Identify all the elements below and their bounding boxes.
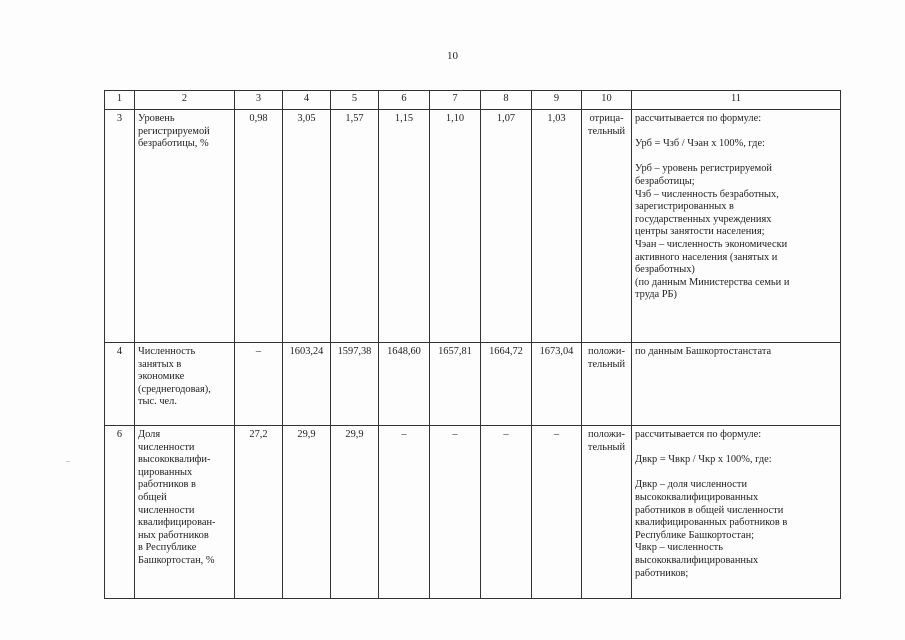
- value-cell: 1673,04: [532, 343, 582, 426]
- header-cell: 8: [481, 91, 532, 110]
- table-row: [105, 426, 841, 599]
- value-cell: 27,2: [235, 426, 283, 599]
- value-cell: 1,10: [430, 110, 481, 343]
- table-row: [105, 110, 841, 343]
- row-number: 4: [105, 343, 135, 426]
- row-number: 3: [105, 110, 135, 343]
- value-cell: 1,03: [532, 110, 582, 343]
- page-number: 10: [447, 50, 458, 62]
- indicator-name: Доля численности высококвалифи- цированных работников в общей численности квалифицирован- ных работников в Республике Башкортостан, %: [135, 426, 235, 599]
- header-cell: 10: [582, 91, 632, 110]
- header-cell: 11: [632, 91, 841, 110]
- margin-mark: –: [66, 456, 70, 465]
- value-cell: 0,98: [235, 110, 283, 343]
- trend-cell: положи- тельный: [582, 343, 632, 426]
- value-cell: 1,07: [481, 110, 532, 343]
- method-cell: рассчитывается по формуле: Урб = Чзб / Чэан х 100%, где: Урб – уровень регистрируемой безработицы; Чзб – численность безработных, зарегистрированных в государственных учреждениях центры занятости населения; Чэан – численность экономически активного населения (занятых и безработных) (по данным Министерства семьи и труда РБ): [632, 110, 841, 343]
- header-cell: 4: [283, 91, 331, 110]
- trend-cell: отрица- тельный: [582, 110, 632, 343]
- value-cell: –: [532, 426, 582, 599]
- indicator-name: Численность занятых в экономике (среднегодовая), тыс. чел.: [135, 343, 235, 426]
- header-cell: 3: [235, 91, 283, 110]
- value-cell: –: [481, 426, 532, 599]
- row-number: 6: [105, 426, 135, 599]
- value-cell: –: [430, 426, 481, 599]
- trend-cell: положи- тельный: [582, 426, 632, 599]
- value-cell: 1657,81: [430, 343, 481, 426]
- value-cell: –: [235, 343, 283, 426]
- value-cell: 1664,72: [481, 343, 532, 426]
- value-cell: 29,9: [331, 426, 379, 599]
- value-cell: 1648,60: [379, 343, 430, 426]
- value-cell: 1597,38: [331, 343, 379, 426]
- header-row: [105, 91, 841, 110]
- header-cell: 9: [532, 91, 582, 110]
- value-cell: 1603,24: [283, 343, 331, 426]
- value-cell: 1,57: [331, 110, 379, 343]
- value-cell: 3,05: [283, 110, 331, 343]
- header-cell: 6: [379, 91, 430, 110]
- value-cell: 29,9: [283, 426, 331, 599]
- indicators-table: [104, 90, 841, 599]
- method-cell: по данным Башкортостанстата: [632, 343, 841, 426]
- table-row: [105, 343, 841, 426]
- header-cell: 7: [430, 91, 481, 110]
- method-cell: рассчитывается по формуле: Двкр = Чвкр / Чкр х 100%, где: Двкр – доля численности высококвалифицированных работников в общей численности квалифицированных работников в Республике Башкортостан; Чвкр – численность высококвалифицированных работников;: [632, 426, 841, 599]
- header-cell: 1: [105, 91, 135, 110]
- value-cell: –: [379, 426, 430, 599]
- value-cell: 1,15: [379, 110, 430, 343]
- header-cell: 5: [331, 91, 379, 110]
- indicator-name: Уровень регистрируемой безработицы, %: [135, 110, 235, 343]
- header-cell: 2: [135, 91, 235, 110]
